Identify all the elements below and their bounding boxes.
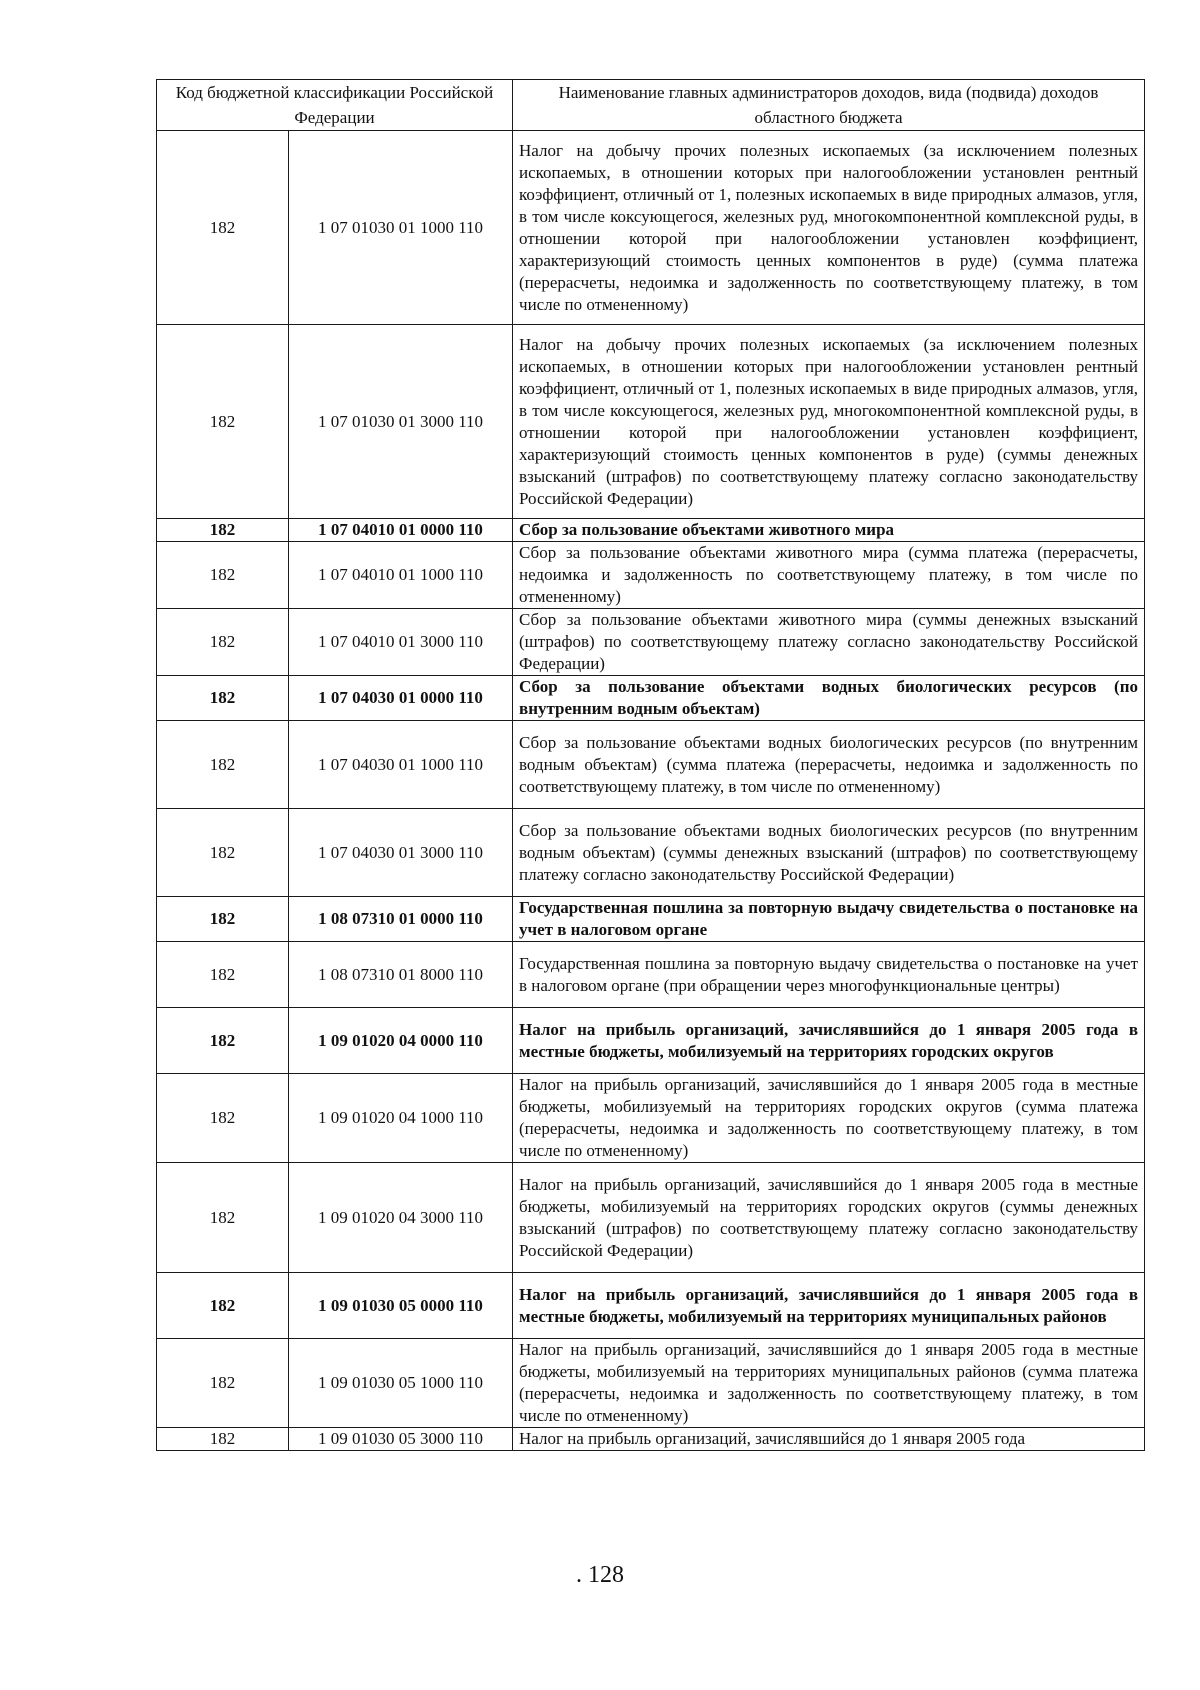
header-code-column: Код бюджетной классификации Российской Федерации [157, 80, 513, 131]
admin-code-cell: 182 [157, 1008, 289, 1074]
admin-code-cell: 182 [157, 325, 289, 519]
budget-code-cell: 1 07 04030 01 1000 110 [289, 721, 513, 809]
table-row [157, 721, 1145, 809]
table-row [157, 519, 1145, 542]
table-row [157, 942, 1145, 1008]
table-row [157, 1273, 1145, 1339]
page-number: . 128 [576, 1562, 624, 1588]
budget-code-cell: 1 07 04010 01 0000 110 [289, 519, 513, 542]
budget-code-cell: 1 07 04010 01 3000 110 [289, 609, 513, 676]
admin-code-cell: 182 [157, 131, 289, 325]
admin-code-cell: 182 [157, 609, 289, 676]
table-row [157, 1339, 1145, 1428]
admin-code-cell: 182 [157, 721, 289, 809]
revenue-name-cell: Сбор за пользование объектами водных биологических ресурсов (по внутренним водным объектам) (суммы денежных взысканий (штрафов) по соответствующему платежу согласно законодательству Российской Федерации) [513, 809, 1145, 897]
header-name-column: Наименование главных администраторов доходов, вида (подвида) доходов областного бюджета [513, 80, 1145, 131]
table-row [157, 325, 1145, 519]
admin-code-cell: 182 [157, 1428, 289, 1451]
revenue-name-cell: Государственная пошлина за повторную выдачу свидетельства о постановке на учет в налоговом органе [513, 897, 1145, 942]
admin-code-cell: 182 [157, 809, 289, 897]
revenue-name-cell: Налог на прибыль организаций, зачислявшийся до 1 января 2005 года в местные бюджеты, мобилизуемый на территориях муниципальных районов (сумма платежа (перерасчеты, недоимка и задолженность по соответствующему платежу, в том числе по отмененному) [513, 1339, 1145, 1428]
revenue-name-cell: Сбор за пользование объектами животного мира [513, 519, 1145, 542]
revenue-name-cell: Государственная пошлина за повторную выдачу свидетельства о постановке на учет в налоговом органе (при обращении через многофункциональные центры) [513, 942, 1145, 1008]
revenue-name-cell: Налог на добычу прочих полезных ископаемых (за исключением полезных ископаемых, в отношении которых при налогообложении установлен рентный коэффициент, отличный от 1, полезных ископаемых в виде природных алмазов, угля, в том числе коксующегося, железных руд, многокомпонентной комплексной руды, в отношении которой при налогообложении установлен коэффициент, характеризующий стоимость ценных компонентов в руде) (сумма платежа (перерасчеты, недоимка и задолженность по соответствующему платежу, в том числе по отмененному) [513, 131, 1145, 325]
table-row [157, 542, 1145, 609]
revenue-name-cell: Сбор за пользование объектами водных биологических ресурсов (по внутренним водным объектам) [513, 676, 1145, 721]
table-row [157, 809, 1145, 897]
revenue-name-cell: Налог на прибыль организаций, зачислявшийся до 1 января 2005 года в местные бюджеты, мобилизуемый на территориях городских округов (суммы денежных взысканий (штрафов) по соответствующему платежу согласно законодательству Российской Федерации) [513, 1163, 1145, 1273]
table-row [157, 1008, 1145, 1074]
table-row [157, 609, 1145, 676]
table-row [157, 1428, 1145, 1451]
admin-code-cell: 182 [157, 942, 289, 1008]
admin-code-cell: 182 [157, 1339, 289, 1428]
admin-code-cell: 182 [157, 542, 289, 609]
budget-classification-table [156, 79, 1145, 1451]
budget-code-cell: 1 08 07310 01 8000 110 [289, 942, 513, 1008]
table-row [157, 1163, 1145, 1273]
revenue-name-cell: Сбор за пользование объектами животного мира (суммы денежных взысканий (штрафов) по соответствующему платежу согласно законодательству Российской Федерации) [513, 609, 1145, 676]
budget-code-cell: 1 07 04010 01 1000 110 [289, 542, 513, 609]
revenue-name-cell: Налог на прибыль организаций, зачислявшийся до 1 января 2005 года в местные бюджеты, мобилизуемый на территориях городских округов [513, 1008, 1145, 1074]
table-row [157, 131, 1145, 325]
admin-code-cell: 182 [157, 676, 289, 721]
revenue-name-cell: Налог на прибыль организаций, зачислявшийся до 1 января 2005 года в местные бюджеты, мобилизуемый на территориях муниципальных районов [513, 1273, 1145, 1339]
admin-code-cell: 182 [157, 1163, 289, 1273]
budget-code-cell: 1 09 01030 05 1000 110 [289, 1339, 513, 1428]
admin-code-cell: 182 [157, 1074, 289, 1163]
budget-code-cell: 1 09 01020 04 0000 110 [289, 1008, 513, 1074]
budget-code-cell: 1 09 01030 05 0000 110 [289, 1273, 513, 1339]
revenue-name-cell: Сбор за пользование объектами животного мира (сумма платежа (перерасчеты, недоимка и задолженность по соответствующему платежу, в том числе по отмененному) [513, 542, 1145, 609]
table-row [157, 1074, 1145, 1163]
budget-code-cell: 1 09 01030 05 3000 110 [289, 1428, 513, 1451]
revenue-name-cell: Налог на прибыль организаций, зачислявшийся до 1 января 2005 года [513, 1428, 1145, 1451]
budget-code-cell: 1 07 04030 01 3000 110 [289, 809, 513, 897]
table-row [157, 676, 1145, 721]
table-row [157, 897, 1145, 942]
admin-code-cell: 182 [157, 897, 289, 942]
budget-code-cell: 1 09 01020 04 3000 110 [289, 1163, 513, 1273]
budget-code-cell: 1 08 07310 01 0000 110 [289, 897, 513, 942]
revenue-name-cell: Налог на прибыль организаций, зачислявшийся до 1 января 2005 года в местные бюджеты, мобилизуемый на территориях городских округов (сумма платежа (перерасчеты, недоимка и задолженность по соответствующему платежу, в том числе по отмененному) [513, 1074, 1145, 1163]
budget-code-cell: 1 07 04030 01 0000 110 [289, 676, 513, 721]
budget-code-cell: 1 09 01020 04 1000 110 [289, 1074, 513, 1163]
budget-code-cell: 1 07 01030 01 3000 110 [289, 325, 513, 519]
revenue-name-cell: Сбор за пользование объектами водных биологических ресурсов (по внутренним водным объектам) (сумма платежа (перерасчеты, недоимка и задолженность по соответствующему платежу, в том числе по отмененному) [513, 721, 1145, 809]
table-header-row [157, 80, 1145, 131]
revenue-name-cell: Налог на добычу прочих полезных ископаемых (за исключением полезных ископаемых, в отношении которых при налогообложении установлен рентный коэффициент, отличный от 1, полезных ископаемых в виде природных алмазов, угля, в том числе коксующегося, железных руд, многокомпонентной комплексной руды, в отношении которой при налогообложении установлен коэффициент, характеризующий стоимость ценных компонентов в руде) (суммы денежных взысканий (штрафов) по соответствующему платежу согласно законодательству Российской Федерации) [513, 325, 1145, 519]
admin-code-cell: 182 [157, 519, 289, 542]
admin-code-cell: 182 [157, 1273, 289, 1339]
budget-code-cell: 1 07 01030 01 1000 110 [289, 131, 513, 325]
